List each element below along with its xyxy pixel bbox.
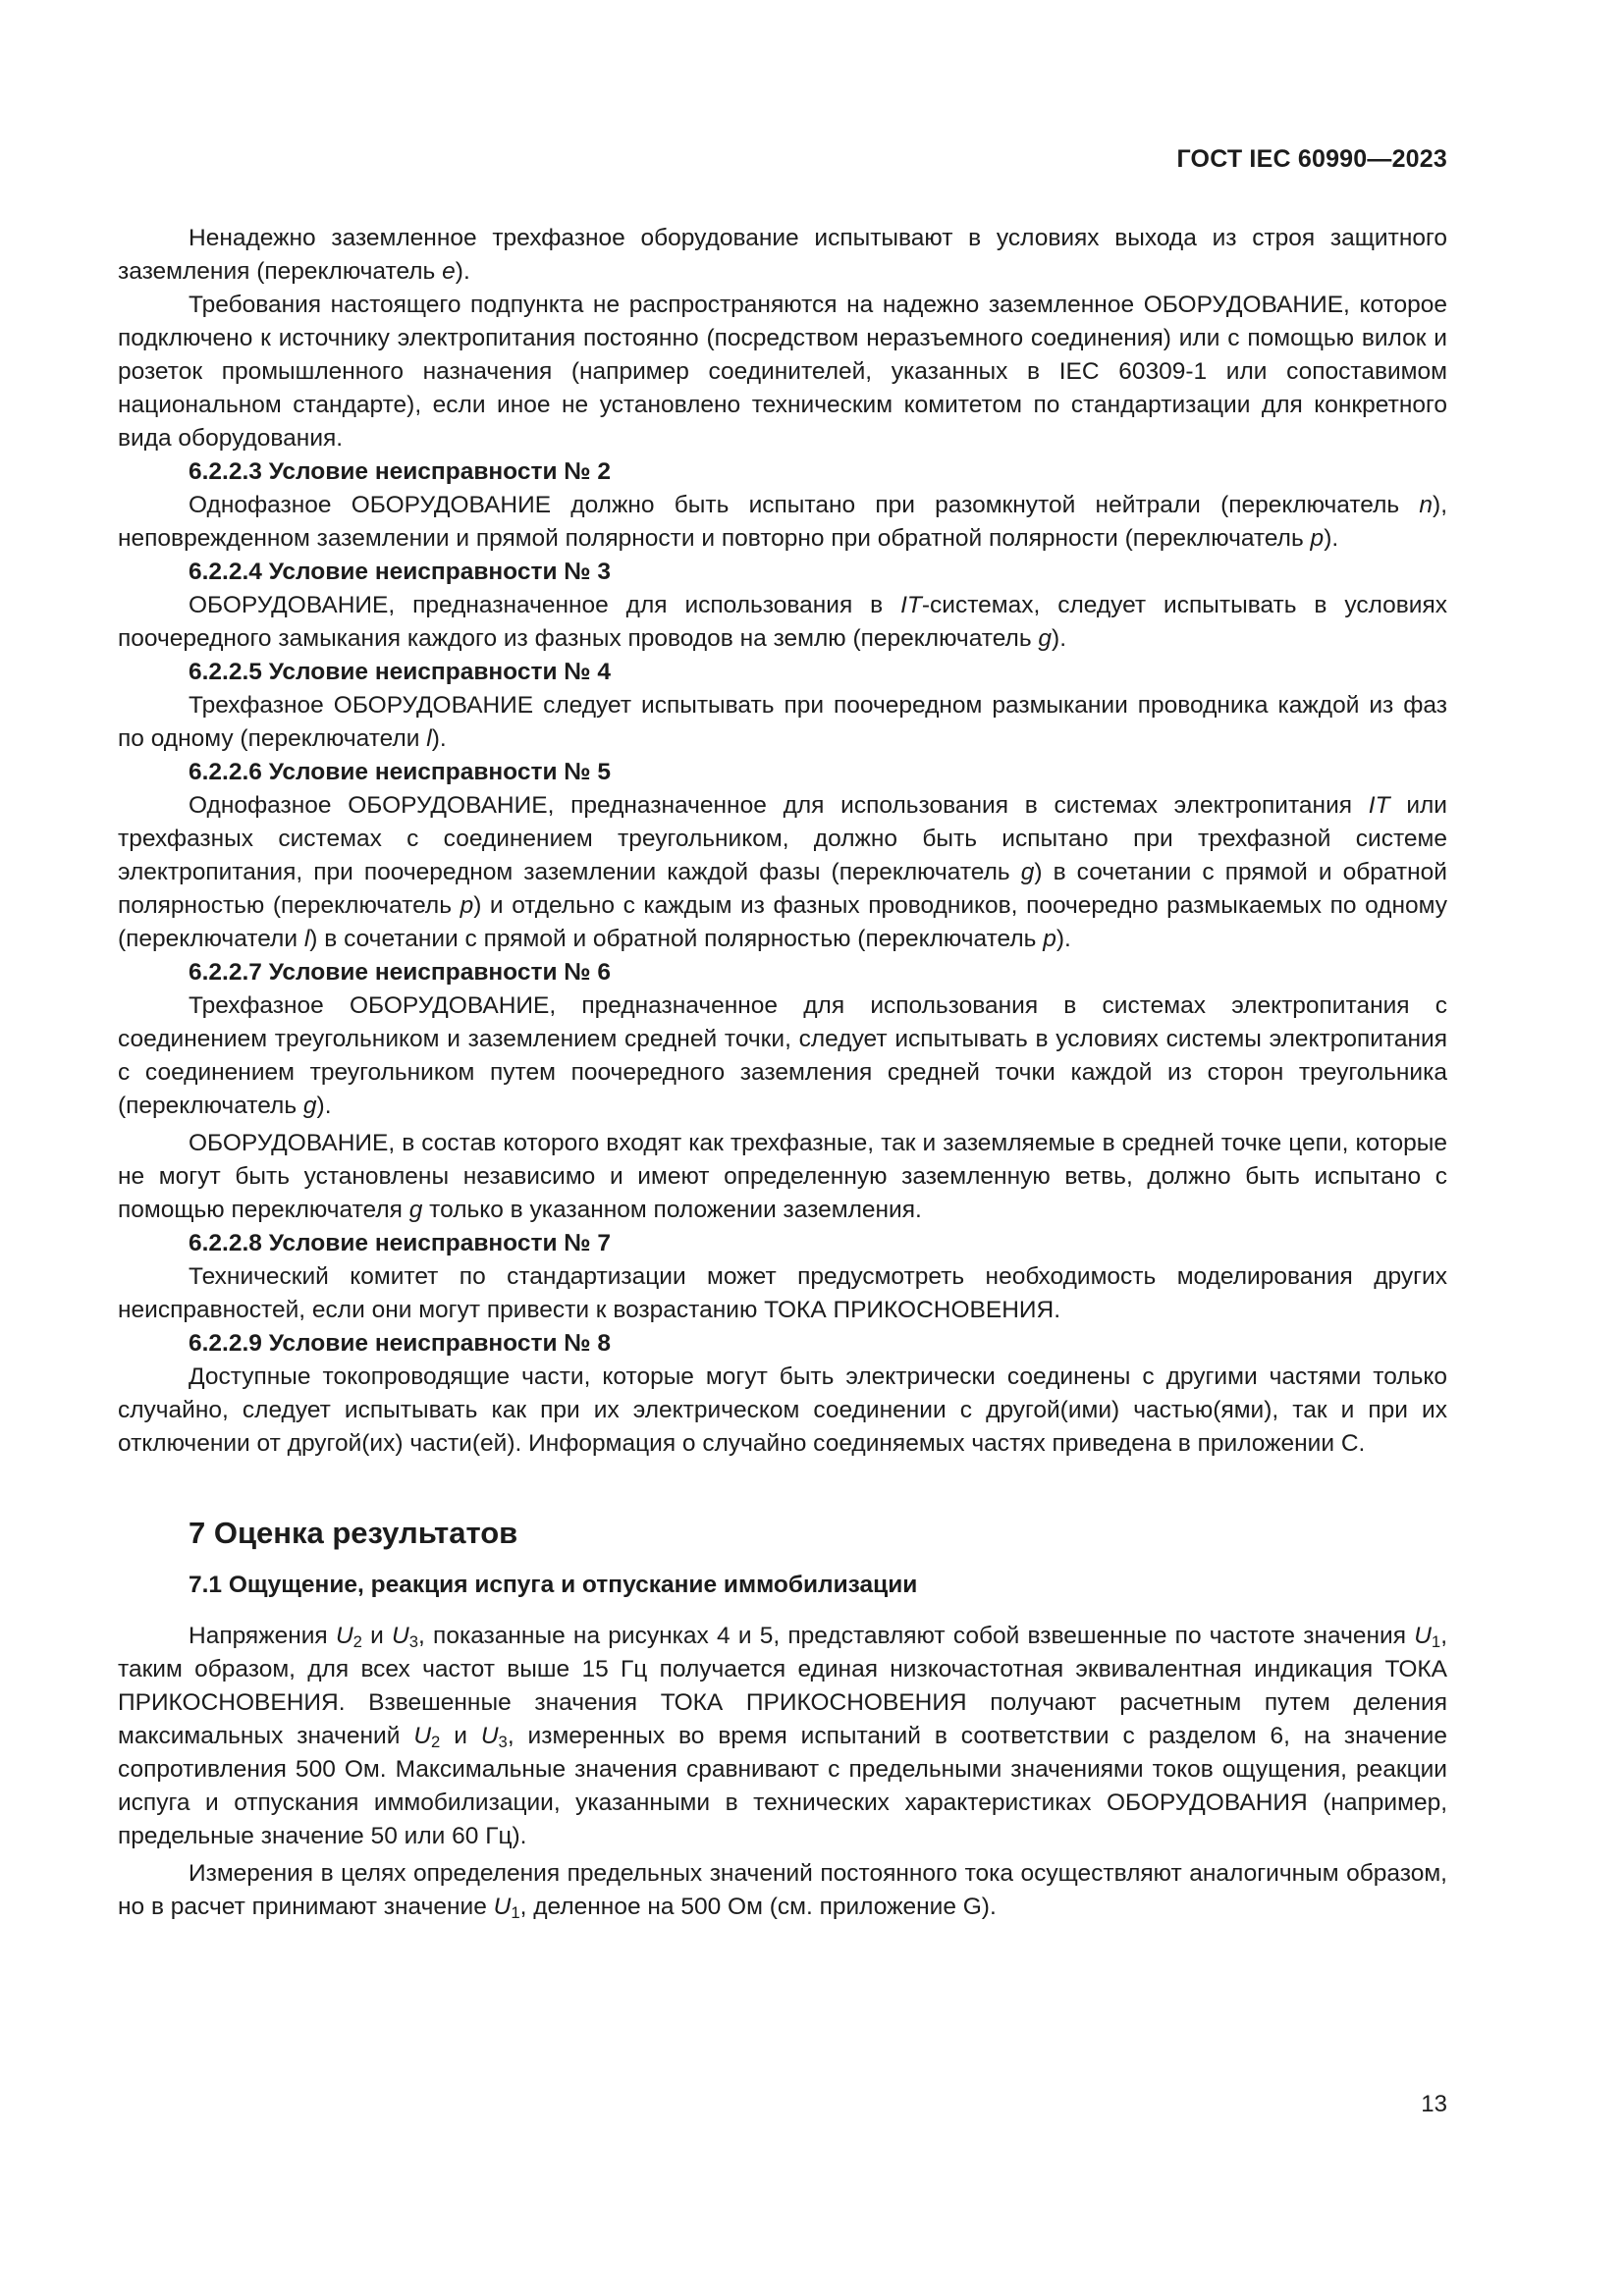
paragraph: ОБОРУДОВАНИЕ, в состав которого входят как трехфазные, так и заземляемые в средней точке цепи, которые не могут быть установлены независимо и имеют определенную заземленную ветвь, должно быть испытано с помощью переключателя g только в указанном положении заземления. (118, 1130, 1447, 1223)
paragraph: Доступные токопроводящие части, которые могут быть электрически соединены с другими частями только случайно, следует испытывать как при их электрическом соединении с другой(ими) частью(ями), так и при их отключении от другой(их) части(ей). Информация о случайно соединяемых частях приведена в приложении С. (118, 1363, 1447, 1457)
section-heading-6-2-2-9: 6.2.2.9 Условие неисправности № 8 (189, 1330, 612, 1357)
paragraph: Технический комитет по стандартизации может предусмотреть необходимость моделирования других неисправностей, если они могут привести к возрастанию ТОКА ПРИКОСНОВЕНИЯ. (118, 1263, 1447, 1323)
paragraph: Измерения в целях определения предельных значений постоянного тока осуществляют аналогичным образом, но в расчет принимают значение $U_1$, деленное на 500 Ом (см. приложение G). (118, 1860, 1447, 1922)
section-heading-7: 7 Оценка результатов (189, 1516, 518, 1550)
paragraph: Ненадежно заземленное трехфазное оборудование испытывают в условиях выхода из строя защитного заземления (переключатель e). (118, 225, 1447, 285)
page-number: 13 (1421, 2091, 1447, 2117)
document-body (118, 222, 1447, 1924)
paragraph: Однофазное ОБОРУДОВАНИЕ, предназначенное для использования в системах электропитания IT или трехфазных системах с соединением треугольником, должно быть испытано при трехфазной системе электропитания, при поочередном заземлении каждой фазы (переключатель g) в сочетании с прямой и обратной полярностью (переключатель p) и отдельно с каждым из фазных проводников, поочередно размыкаемых по одному (переключатели l) в сочетании с прямой и обратной полярностью (переключатель p). (118, 792, 1447, 952)
section-heading-7-1: 7.1 Ощущение, реакция испуга и отпускание иммобилизации (189, 1572, 918, 1598)
document-code-header: ГОСТ IEC 60990—2023 (1176, 145, 1447, 173)
paragraph: Трехфазное ОБОРУДОВАНИЕ следует испытывать при поочередном размыкании проводника каждой из фаз по одному (переключатели l). (118, 692, 1447, 752)
paragraph: Трехфазное ОБОРУДОВАНИЕ, предназначенное для использования в системах электропитания с соединением треугольником и заземлением средней точки, следует испытывать в условиях системы электропитания с соединением треугольником путем поочередного заземления средней точки каждой из сторон треугольника (переключатель g). (118, 992, 1447, 1119)
section-heading-6-2-2-4: 6.2.2.4 Условие неисправности № 3 (189, 559, 612, 585)
section-heading-6-2-2-5: 6.2.2.5 Условие неисправности № 4 (189, 659, 612, 685)
paragraph: Однофазное ОБОРУДОВАНИЕ должно быть испытано при разомкнутой нейтрали (переключатель n), неповрежденном заземлении и прямой полярности и повторно при обратной полярности (переключатель p). (118, 492, 1447, 552)
section-heading-6-2-2-7: 6.2.2.7 Условие неисправности № 6 (189, 959, 612, 986)
section-heading-6-2-2-3: 6.2.2.3 Условие неисправности № 2 (189, 458, 612, 485)
section-heading-6-2-2-8: 6.2.2.8 Условие неисправности № 7 (189, 1230, 612, 1256)
paragraph: Напряжения $U_2$ и $U_3$, показанные на рисунках 4 и 5, представляют собой взвешенные по частоте значения $U_1$, таким образом, для всех частот выше 15 Гц получается единая низкочастотная эквивалентная индикация ТОКА ПРИКОСНОВЕНИЯ. Взвешенные значения ТОКА ПРИКОСНОВЕНИЯ получают расчетным путем деления максимальных значений $U_2$ и $U_3$, измеренных во время испытаний в соответствии с разделом 6, на значение сопротивления 500 Ом. Максимальные значения сравнивают с предельными значениями токов ощущения, реакции испуга и отпускания иммобилизации, указанными в технических характеристиках ОБОРУДОВАНИЯ (например, предельные значение 50 или 60 Гц). (118, 1623, 1447, 1849)
paragraph: ОБОРУДОВАНИЕ, предназначенное для использования в IT-системах, следует испытывать в условиях поочередного замыкания каждого из фазных проводов на землю (переключатель g). (118, 592, 1447, 652)
section-heading-6-2-2-6: 6.2.2.6 Условие неисправности № 5 (189, 759, 612, 785)
paragraph: Требования настоящего подпункта не распространяются на надежно заземленное ОБОРУДОВАНИЕ, которое подключено к источнику электропитания постоянно (посредством неразъемного соединения) или с помощью вилок и розеток промышленного назначения (например соединителей, указанных в IEC 60309-1 или сопоставимом национальном стандарте), если иное не установлено техническим комитетом по стандартизации для конкретного вида оборудования. (118, 292, 1447, 452)
